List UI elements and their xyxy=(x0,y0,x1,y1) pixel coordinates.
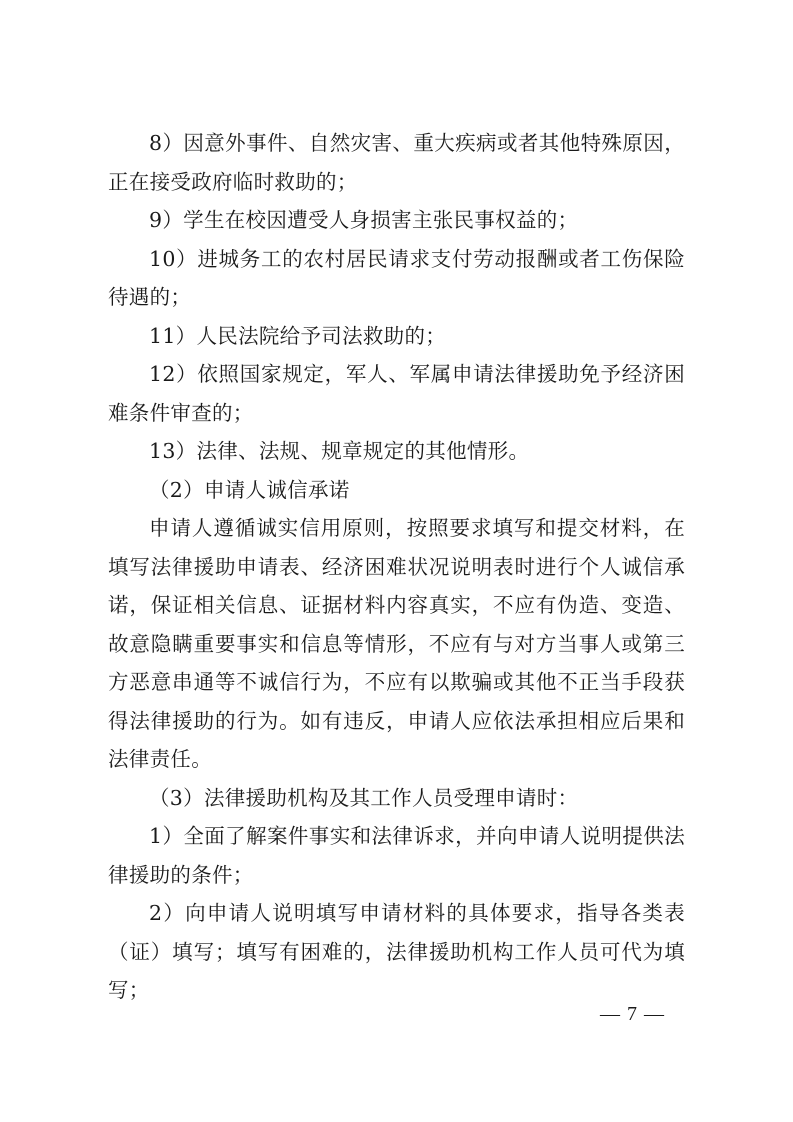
paragraph-item-8: 8）因意外事件、自然灾害、重大疾病或者其他特殊原因，正在接受政府临时救助的； xyxy=(108,131,685,194)
paragraph-integrity-commitment: 申请人遵循诚实信用原则，按照要求填写和提交材料，在填写法律援助申请表、经济困难状况说明表时进行个人诚信承诺，保证相关信息、证据材料内容真实，不应有伪造、变造、故意隐瞒重要事实和信息等情形，不应有与对方当事人或第三方恶意串通等不诚信行为，不应有以欺骗或其他不正当手段获得法律援助的行为。如有违反，申请人应依法承担相应后果和法律责任。 xyxy=(108,516,685,771)
paragraph-item-12: 12）依照国家规定，军人、军属申请法律援助免予经济困难条件审查的； xyxy=(108,362,685,425)
section-heading-3: （3）法律援助机构及其工作人员受理申请时： xyxy=(149,785,579,810)
paragraph-item-13: 13）法律、法规、规章规定的其他情形。 xyxy=(149,439,530,463)
paragraph-item-9: 9）学生在校因遭受人身损害主张民事权益的； xyxy=(149,208,579,232)
paragraph-step-1: 1）全面了解案件事实和法律诉求，并向申请人说明提供法律援助的条件； xyxy=(108,824,685,887)
section-heading-2: （2）申请人诚信承诺 xyxy=(149,477,350,502)
page-number: — 7 — xyxy=(600,1003,665,1025)
paragraph-step-2: 2）向申请人说明填写申请材料的具体要求，指导各类表（证）填写；填写有困难的，法律援助机构工作人员可代为填写； xyxy=(108,901,685,1002)
paragraph-item-11: 11）人民法院给予司法救助的； xyxy=(149,323,447,348)
paragraph-item-10: 10）进城务工的农村居民请求支付劳动报酬或者工伤保险待遇的； xyxy=(108,246,685,309)
document-body xyxy=(108,124,685,1010)
